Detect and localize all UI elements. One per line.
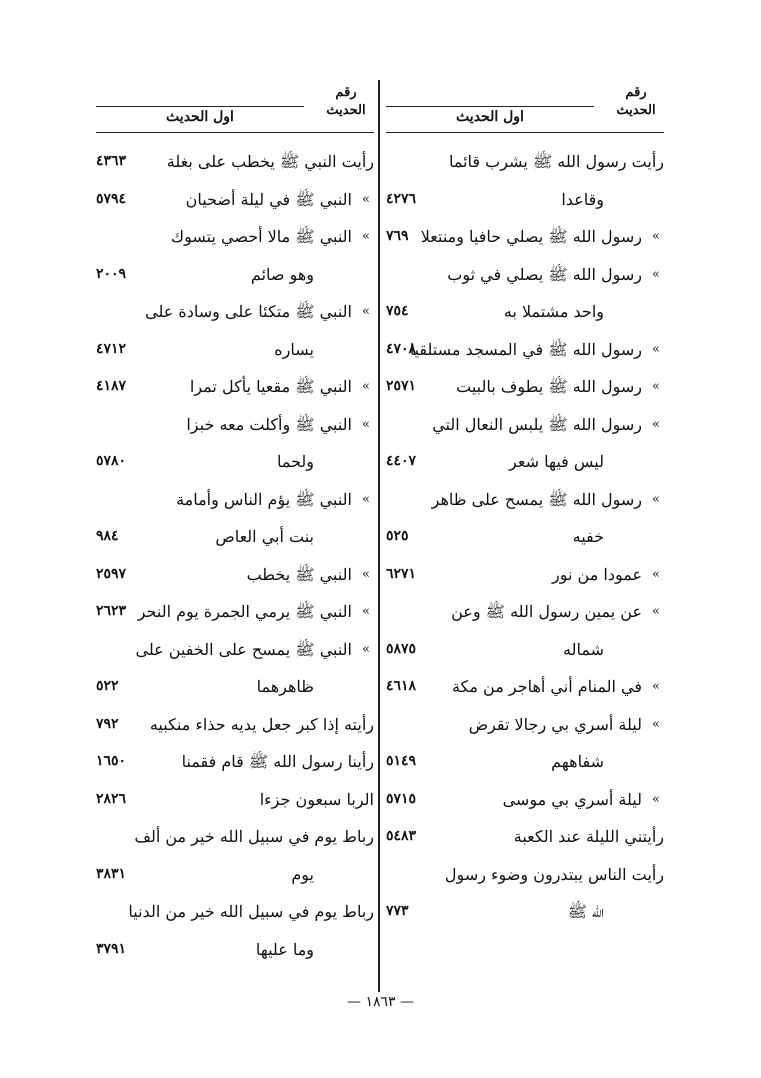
index-entry <box>96 856 374 894</box>
index-entry <box>96 668 374 706</box>
index-entry <box>386 818 664 856</box>
hadith-number-header: رقم الحديث <box>326 85 366 118</box>
hadith-number: ٥١٤٩ <box>386 753 417 769</box>
index-entry <box>386 781 664 819</box>
hadith-opening-text: شماله <box>563 639 604 659</box>
repeat-marker: » <box>362 566 370 582</box>
hadith-number: ٦٢٧١ <box>386 565 417 582</box>
hadith-opening-text: الله ﷺ <box>567 902 604 921</box>
hadith-number: ٥٨٧٥ <box>386 640 417 657</box>
hadith-number: ٧٥٤ <box>386 303 409 319</box>
index-entry <box>386 443 664 481</box>
hadith-opening-text: رسول الله ﷺ في المسجد مستلقيا <box>409 339 642 359</box>
repeat-marker: » <box>652 491 660 507</box>
index-entry <box>96 406 374 444</box>
hadith-number: ٤٤٠٧ <box>386 453 417 469</box>
repeat-marker: » <box>362 379 370 394</box>
repeat-marker: » <box>362 304 370 319</box>
index-entry <box>96 593 374 631</box>
hadith-number: ٤٣٦٣ <box>96 153 127 169</box>
hadith-opening-text: ليلة أسري بي موسى <box>502 789 642 809</box>
hadith-number: ١٦٥٠ <box>96 753 127 769</box>
hadith-number: ٣٧٩١ <box>96 940 127 957</box>
hadith-number: ٥٤٨٣ <box>386 828 417 844</box>
page-number: — ١٨٦٣ — <box>347 994 414 1010</box>
index-entry <box>96 781 374 819</box>
index-entry <box>386 143 664 181</box>
hadith-number: ٩٨٤ <box>96 528 119 544</box>
index-entry <box>386 331 664 369</box>
hadith-number: ٢٥٧١ <box>386 378 417 394</box>
index-entry <box>386 743 664 781</box>
hadith-number: ٤٢٧٦ <box>386 190 417 207</box>
hadith-number: ٥٧١٥ <box>386 790 417 807</box>
hadith-number: ٧٦٩ <box>386 228 409 244</box>
hadith-opening-text: رسول الله ﷺ يلبس النعال التي <box>432 414 642 434</box>
hadith-opening-text: وهو صائم <box>250 264 314 284</box>
hadith-opening-text: النبي ﷺ يخطب <box>246 564 352 584</box>
hadith-number: ٥٢٥ <box>386 528 409 544</box>
index-entry <box>96 518 374 556</box>
index-entry <box>96 293 374 331</box>
hadith-opening-text: رأينا رسول الله ﷺ قام فقمنا <box>181 752 374 771</box>
index-entry <box>96 331 374 369</box>
hadith-opening-text: رأيتني الليلة عند الكعبة <box>513 827 664 846</box>
index-entry <box>96 256 374 294</box>
repeat-marker: » <box>362 191 370 207</box>
index-entry <box>386 293 664 331</box>
index-entry <box>386 406 664 444</box>
repeat-marker: » <box>652 679 660 694</box>
hadith-opening-text: ليلة أسري بي رجالا تقرض <box>468 714 642 734</box>
index-entry <box>386 556 664 594</box>
hadith-number: ٤٦١٨ <box>386 678 417 694</box>
hadith-number: ٢٠٠٩ <box>96 265 127 282</box>
hadith-opening-text: شفاههم <box>551 752 604 771</box>
index-entry <box>386 856 664 894</box>
hadith-number: ٧٧٣ <box>386 903 409 919</box>
repeat-marker: » <box>652 379 660 394</box>
hadith-opening-text: ليس فيها شعر <box>509 452 604 471</box>
hadith-opening-text: بنت أبي العاص <box>215 527 314 546</box>
hadith-opening-text: رأيت الناس يبتدرون وضوء رسول <box>444 864 664 884</box>
hadith-opening-text: واحد مشتملا به <box>503 302 604 321</box>
hadith-opening-text: رأيت النبي ﷺ يخطب على بغلة <box>166 152 374 171</box>
hadith-start-header: اول الحديث <box>386 106 594 125</box>
hadith-opening-text: عن يمين رسول الله ﷺ وعن <box>451 602 642 621</box>
hadith-opening-text: عمودا من نور <box>552 564 642 584</box>
hadith-number: ٤٧٠٨ <box>386 340 417 357</box>
repeat-marker: » <box>652 791 660 807</box>
index-entry <box>96 631 374 669</box>
hadith-opening-text: النبي ﷺ يرمي الجمرة يوم النحر <box>137 602 352 621</box>
index-entry <box>386 668 664 706</box>
hadith-number: ٥٢٢ <box>96 678 119 694</box>
hadith-opening-text: النبي ﷺ مقعيا يأكل تمرا <box>189 377 352 396</box>
index-entry <box>386 631 664 669</box>
left-column-header <box>96 80 374 133</box>
hadith-number-header: رقم الحديث <box>616 85 656 118</box>
hadith-opening-text: رسول الله ﷺ يصلي في ثوب <box>447 264 642 284</box>
hadith-opening-text: يوم <box>291 864 314 884</box>
hadith-number: ٣٨٣١ <box>96 865 127 882</box>
hadith-opening-text: ظاهرهما <box>256 677 314 696</box>
repeat-marker: » <box>652 604 660 619</box>
column-divider <box>378 80 380 992</box>
hadith-opening-text: النبي ﷺ مالا أحصي يتسوك <box>170 227 352 246</box>
index-entry <box>386 518 664 556</box>
left-column-entries <box>96 143 374 968</box>
index-entry <box>386 706 664 744</box>
index-entry <box>96 143 374 181</box>
hadith-number: ٢٨٢٦ <box>96 790 127 807</box>
index-entry <box>96 556 374 594</box>
index-entry <box>96 368 374 406</box>
hadith-opening-text: النبي ﷺ متكئا على وسادة على <box>145 302 352 321</box>
hadith-opening-text: وقاعدا <box>561 189 604 209</box>
repeat-marker: » <box>652 566 660 582</box>
hadith-opening-text: النبي ﷺ يمسح على الخفين على <box>135 639 352 659</box>
hadith-opening-text: وما عليها <box>255 939 314 959</box>
hadith-opening-text: في المنام أني أهاجر من مكة <box>451 677 642 696</box>
hadith-opening-text: رأيته إذا كبر جعل يديه حذاء منكبيه <box>149 714 374 734</box>
repeat-marker: » <box>652 341 660 357</box>
hadith-opening-text: رباط يوم في سبيل الله خير من الدنيا <box>128 902 374 921</box>
left-column <box>96 80 374 968</box>
right-column <box>386 80 664 931</box>
index-entry <box>386 893 664 931</box>
hadith-number: ٢٦٢٣ <box>96 603 127 619</box>
hadith-opening-text: ولحما <box>276 452 314 471</box>
hadith-opening-text: رسول الله ﷺ يطوف بالبيت <box>456 377 642 396</box>
index-entry <box>96 893 374 931</box>
hadith-start-header: اول الحديث <box>96 106 304 125</box>
hadith-number: ٧٩٢ <box>96 715 119 732</box>
repeat-marker: » <box>652 229 660 244</box>
hadith-opening-text: رسول الله ﷺ يمسح على ظاهر <box>431 489 642 509</box>
right-column-header <box>386 80 664 133</box>
index-entry <box>96 443 374 481</box>
repeat-marker: » <box>362 604 370 619</box>
index-entry <box>386 481 664 519</box>
index-entry <box>96 481 374 519</box>
index-entry <box>386 218 664 256</box>
hadith-opening-text: رأيت رسول الله ﷺ يشرب قائما <box>448 152 664 171</box>
repeat-marker: » <box>362 491 370 507</box>
right-column-entries <box>386 143 664 931</box>
hadith-opening-text: النبي ﷺ في ليلة أضحيان <box>185 189 352 209</box>
repeat-marker: » <box>362 229 370 244</box>
index-entry <box>386 181 664 219</box>
index-entry <box>96 818 374 856</box>
index-entry <box>386 256 664 294</box>
hadith-opening-text: النبي ﷺ يؤم الناس وأمامة <box>176 489 352 509</box>
index-entry <box>96 931 374 969</box>
index-entry <box>96 706 374 744</box>
index-entry <box>96 743 374 781</box>
hadith-opening-text: خفيه <box>572 527 604 546</box>
index-entry <box>386 593 664 631</box>
hadith-number: ٥٧٨٠ <box>96 453 127 469</box>
repeat-marker: » <box>652 266 660 282</box>
index-entry <box>96 181 374 219</box>
hadith-opening-text: الربا سبعون جزءا <box>259 789 374 809</box>
index-entry <box>96 218 374 256</box>
repeat-marker: » <box>362 416 370 432</box>
hadith-number: ٤١٨٧ <box>96 378 127 394</box>
hadith-opening-text: رباط يوم في سبيل الله خير من ألف <box>134 827 374 846</box>
repeat-marker: » <box>362 641 370 657</box>
hadith-opening-text: رسول الله ﷺ يصلي حافيا ومنتعلا <box>420 227 642 246</box>
hadith-opening-text: النبي ﷺ وأكلت معه خبزا <box>186 414 352 434</box>
hadith-number: ٥٧٩٤ <box>96 190 127 207</box>
repeat-marker: » <box>652 416 660 432</box>
index-entry <box>386 368 664 406</box>
repeat-marker: » <box>652 716 660 732</box>
hadith-opening-text: يساره <box>274 339 314 359</box>
hadith-number: ٤٧١٢ <box>96 340 127 357</box>
hadith-number: ٢٥٩٧ <box>96 565 127 582</box>
